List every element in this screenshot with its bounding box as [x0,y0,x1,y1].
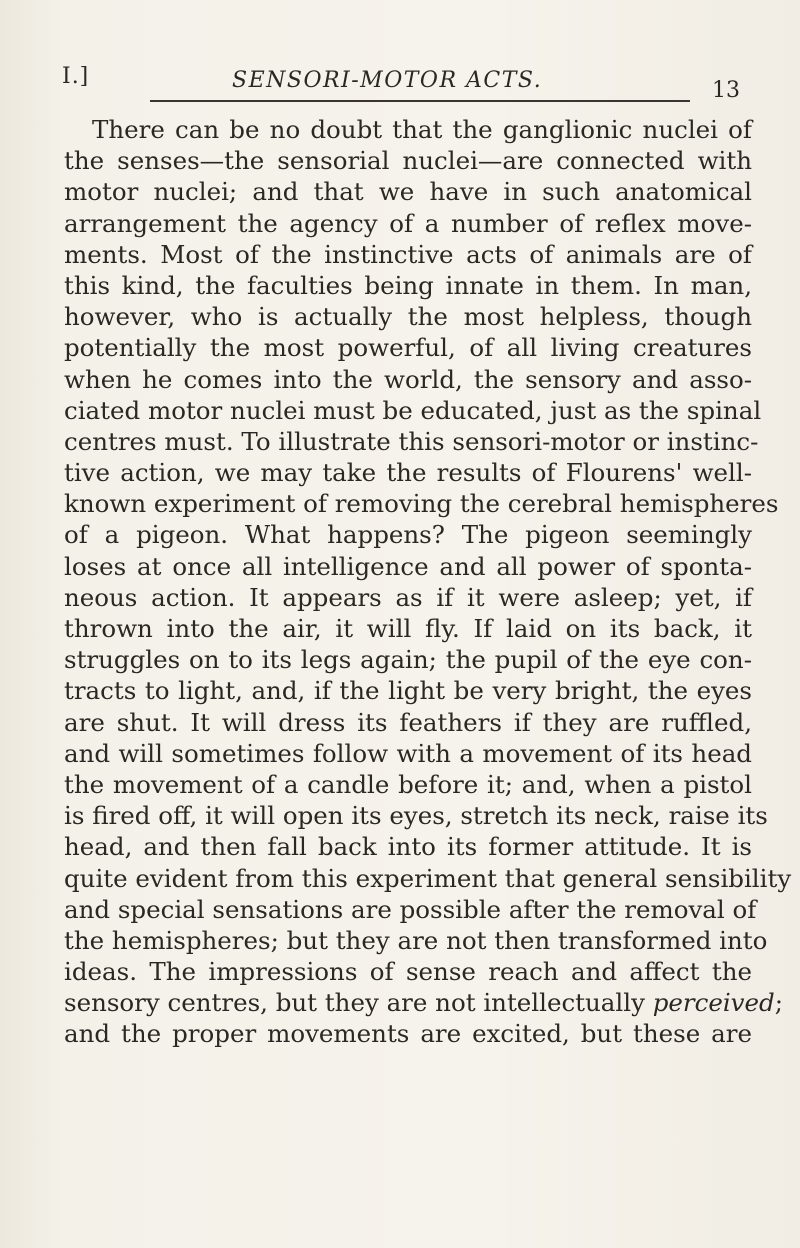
text-line: this kind, the faculties being innate in them. In man, [64,270,752,300]
running-header [62,64,746,104]
text-line: ciated motor nuclei must be educated, just as the spinal [64,395,762,425]
text-line: known experiment of removing the cerebral hemispheres [64,489,779,519]
text-line: arrangement the agency of a number of reflex move- [64,208,752,238]
text-line [64,987,783,1018]
text-line: motor nuclei; and that we have in such anatomical [64,177,752,207]
text-line: tracts to light, and, if the light be very bright, the eyes [64,676,752,706]
text-line: the senses—the sensorial nuclei—are connected with [64,146,752,176]
text-line: are shut. It will dress its feathers if they are ruffled, [64,707,752,737]
header-rule [150,100,690,102]
text-line: centres must. To illustrate this sensori-motor or instinc- [64,426,759,456]
chapter-number: I.] [62,64,90,89]
text-line: struggles on to its legs again; the pupil of the eye con- [64,645,752,675]
text-line: and special sensations are possible after the removal of [64,894,757,924]
text-line: ideas. The impressions of sense reach and affect the [64,957,752,987]
text-line: tive action, we may take the results of Flourens' well- [64,458,752,488]
text-line: thrown into the air, it will fly. If laid on its back, it [64,614,752,643]
text-segment: sensory centres, but they are not intellectually [64,988,653,1018]
paragraph [64,114,792,1050]
text-line: is fired off, it will open its eyes, stretch its neck, raise its [64,801,768,831]
text-line: potentially the most powerful, of all living creatures [64,333,752,363]
text-line: the movement of a candle before it; and, when a pistol [64,769,752,799]
text-line: when he comes into the world, the sensory and asso- [64,364,752,394]
text-line: and will sometimes follow with a movement of its head [64,738,752,768]
text-line: head, and then fall back into its former attitude. It is [64,832,752,862]
text-line: loses at once all intelligence and all power of sponta- [64,551,752,581]
text-segment: ; [774,988,783,1018]
page-number: 13 [712,78,740,103]
italic-word: perceived [652,988,775,1018]
text-line: however, who is actually the most helpless, though [64,302,752,332]
text-line: the hemispheres; but they are not then transformed into [64,925,768,955]
text-line: of a pigeon. What happens? The pigeon seemingly [64,520,752,550]
text-line: There can be no doubt that the ganglionic nuclei of [92,115,752,144]
running-title: SENSORI-MOTOR ACTS. [232,68,543,93]
text-line: quite evident from this experiment that general sensibility [64,863,792,893]
text-line: ments. Most of the instinctive acts of animals are of [64,239,752,269]
text-line: and the proper movements are excited, but these are [64,1019,752,1049]
text-line: neous action. It appears as if it were asleep; yet, if [64,582,752,612]
